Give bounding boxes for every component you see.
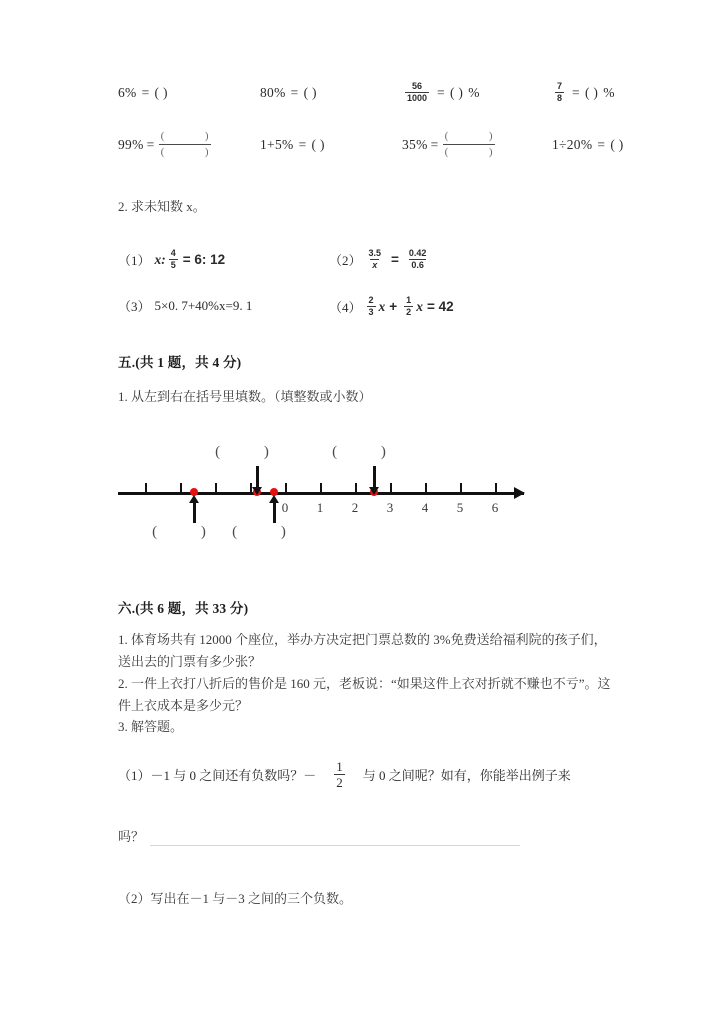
up-arrow-icon bbox=[273, 502, 276, 523]
axis-label-2: 2 bbox=[351, 500, 359, 515]
fraction-numerator: 4 bbox=[170, 248, 176, 258]
sub-question-1-line-2: 吗？ bbox=[118, 829, 145, 844]
tick-mark bbox=[145, 483, 147, 493]
answer-blank[interactable]: ( ) bbox=[610, 136, 624, 152]
paren-open: ( bbox=[160, 130, 165, 142]
answer-blank[interactable]: ( ) bbox=[311, 136, 325, 152]
fraction-7-8 bbox=[555, 82, 564, 103]
percent-row-1 bbox=[118, 82, 615, 103]
paren-close: ) bbox=[488, 130, 493, 142]
section-six-sub-question-2: （2）写出在－1 与－3 之间的三个负数。 bbox=[118, 891, 353, 906]
equals-sign: = bbox=[597, 136, 606, 152]
section-six-question-1: 1. 体育场共有 12000 个座位，举办方决定把门票总数的 3%免费送给福利院的孩子们，送出去的门票有多少张？ bbox=[118, 632, 607, 669]
sub-question-prefix: （1）－1 与 0 之间还有负数吗？－ bbox=[118, 768, 317, 783]
equals-sign: = bbox=[298, 136, 307, 152]
tick-mark bbox=[495, 483, 497, 493]
section-five-question-1: 1. 从左到右在括号里填数。（填整数或小数） bbox=[118, 389, 372, 404]
fraction-1-2 bbox=[334, 760, 345, 789]
tick-mark bbox=[180, 483, 182, 493]
axis-label-6: 6 bbox=[491, 500, 499, 515]
equals-sign: = bbox=[146, 136, 155, 152]
percent-sign: % bbox=[603, 84, 615, 100]
paren-open: ( bbox=[444, 146, 449, 158]
equals-sign: = bbox=[141, 84, 150, 100]
variable-x: x bbox=[378, 298, 386, 314]
down-arrow-icon bbox=[373, 466, 376, 488]
up-arrow-icon bbox=[193, 502, 196, 523]
fraction-denominator: 2 bbox=[336, 775, 343, 790]
tick-mark bbox=[355, 483, 357, 493]
tick-mark bbox=[215, 483, 217, 493]
unknown-item-4 bbox=[329, 296, 454, 317]
denominator-blank[interactable] bbox=[443, 144, 495, 158]
fraction-56-1000 bbox=[405, 82, 429, 103]
equals-sign: = bbox=[391, 252, 399, 267]
section-six-sub-question-1 bbox=[118, 760, 571, 789]
answer-blank[interactable]: ( ) bbox=[303, 84, 317, 100]
percent-expression: 99% bbox=[118, 136, 144, 152]
unknown-item-1 bbox=[118, 249, 225, 270]
item-label: （4） bbox=[329, 300, 362, 315]
answer-rule[interactable] bbox=[150, 845, 520, 846]
percent-row-2 bbox=[118, 131, 624, 158]
fraction-denominator: 1000 bbox=[407, 93, 428, 103]
section-six-heading: 六.(共 6 题，共 33 分) bbox=[118, 601, 249, 616]
section-six-question-3: 3. 解答题。 bbox=[118, 719, 184, 734]
number-line-figure bbox=[118, 444, 524, 548]
answer-blank-top[interactable]: ( ) bbox=[332, 444, 406, 460]
answer-blank-top[interactable]: ( ) bbox=[215, 444, 289, 460]
percent-expression: 6% bbox=[118, 84, 137, 100]
item-label: （2） bbox=[329, 253, 362, 268]
percent-item-35pct bbox=[402, 131, 552, 158]
numerator-blank[interactable] bbox=[159, 131, 211, 144]
fraction-denominator: 0.6 bbox=[411, 260, 424, 270]
fraction-numerator: 0.42 bbox=[408, 248, 427, 258]
paren-open: ( bbox=[160, 146, 165, 158]
sub-question-suffix: 与 0 之间呢？如有，你能举出例子来 bbox=[362, 768, 571, 783]
equals-sign: = bbox=[572, 84, 580, 100]
fraction-3.5-x bbox=[367, 249, 384, 270]
tick-mark bbox=[390, 483, 392, 493]
fraction-0.42-0.6 bbox=[407, 249, 429, 270]
percent-item-99pct bbox=[118, 131, 260, 158]
section-six-question-2: 2. 一件上衣打八折后的售价是 160 元，老板说：“如果这件上衣对折就不赚也不亏”。这件上衣成本是多少元？ bbox=[118, 676, 611, 713]
fraction-numerator: 3.5 bbox=[368, 248, 382, 258]
axis-label-5: 5 bbox=[456, 500, 464, 515]
answer-blank[interactable]: ( ) bbox=[154, 84, 168, 100]
equation-tail: = 42 bbox=[426, 299, 454, 314]
paren-fraction-blank[interactable] bbox=[159, 131, 211, 158]
percent-item-56-1000 bbox=[402, 82, 552, 103]
fraction-numerator: 2 bbox=[368, 295, 374, 305]
paren-open: ( bbox=[444, 130, 449, 142]
percent-item-7-8 bbox=[552, 82, 615, 103]
percent-item-80pct bbox=[260, 85, 402, 101]
fraction-denominator: 5 bbox=[170, 260, 176, 270]
percent-expression: 35% bbox=[402, 136, 428, 152]
plus-sign: + bbox=[389, 299, 398, 314]
tick-mark-zero bbox=[285, 483, 287, 493]
fraction-numerator: 1 bbox=[336, 759, 343, 774]
unknown-item-2 bbox=[329, 249, 431, 270]
tick-mark bbox=[425, 483, 427, 493]
answer-blank-bottom[interactable]: ( ) bbox=[152, 524, 226, 540]
fraction-denominator: 3 bbox=[368, 307, 374, 317]
denominator-blank[interactable] bbox=[159, 144, 211, 158]
tick-mark bbox=[460, 483, 462, 493]
percent-item-1div20pct bbox=[552, 137, 624, 153]
fraction-denominator: 8 bbox=[557, 93, 563, 103]
percent-item-1plus5pct bbox=[260, 137, 402, 153]
axis-label-0: 0 bbox=[281, 500, 289, 515]
percent-expression: 80% bbox=[260, 84, 286, 100]
variable-x: x bbox=[416, 298, 423, 314]
percent-sign: % bbox=[468, 84, 480, 100]
item-label: （3） bbox=[118, 299, 151, 314]
paren-close: ) bbox=[204, 130, 209, 142]
percent-item-6pct bbox=[118, 85, 260, 101]
expression-prefix: x: bbox=[154, 251, 166, 267]
fraction-numerator: 56 bbox=[412, 81, 423, 91]
axis-arrowhead-icon bbox=[514, 487, 525, 499]
fraction-2-3 bbox=[367, 296, 376, 317]
axis-label-1: 1 bbox=[316, 500, 324, 515]
equals-sign: = bbox=[430, 136, 439, 152]
paren-close: ) bbox=[488, 146, 493, 158]
section-five-heading: 五.(共 1 题，共 4 分) bbox=[118, 355, 242, 370]
percent-expression: 1+5% bbox=[260, 136, 294, 152]
equals-sign: = bbox=[437, 84, 445, 100]
unknown-item-3 bbox=[118, 296, 252, 315]
fraction-4-5 bbox=[169, 249, 178, 270]
fraction-numerator: 7 bbox=[557, 81, 563, 91]
unknowns-prompt: 2. 求未知数 x。 bbox=[118, 199, 206, 214]
tick-mark bbox=[320, 483, 322, 493]
fraction-denominator: x bbox=[372, 260, 378, 270]
percent-expression: 1÷20% bbox=[552, 136, 593, 152]
fraction-numerator: 1 bbox=[406, 295, 412, 305]
answer-blank[interactable]: ( ) bbox=[584, 84, 599, 100]
equation-expression: 5×0. 7+40%x=9. 1 bbox=[154, 297, 253, 313]
equals-sign: = bbox=[290, 84, 299, 100]
down-arrow-icon bbox=[256, 466, 259, 488]
numerator-blank[interactable] bbox=[443, 131, 495, 144]
item-label: （1） bbox=[118, 253, 151, 268]
axis-label-4: 4 bbox=[421, 500, 429, 515]
fraction-1-2 bbox=[404, 296, 413, 317]
paren-close: ) bbox=[204, 146, 209, 158]
axis-label-3: 3 bbox=[386, 500, 394, 515]
answer-blank-bottom[interactable]: ( ) bbox=[232, 524, 306, 540]
answer-blank[interactable]: ( ) bbox=[449, 84, 464, 100]
expression-suffix: = 6: 12 bbox=[182, 252, 226, 267]
fraction-denominator: 2 bbox=[406, 307, 412, 317]
paren-fraction-blank[interactable] bbox=[443, 131, 495, 158]
